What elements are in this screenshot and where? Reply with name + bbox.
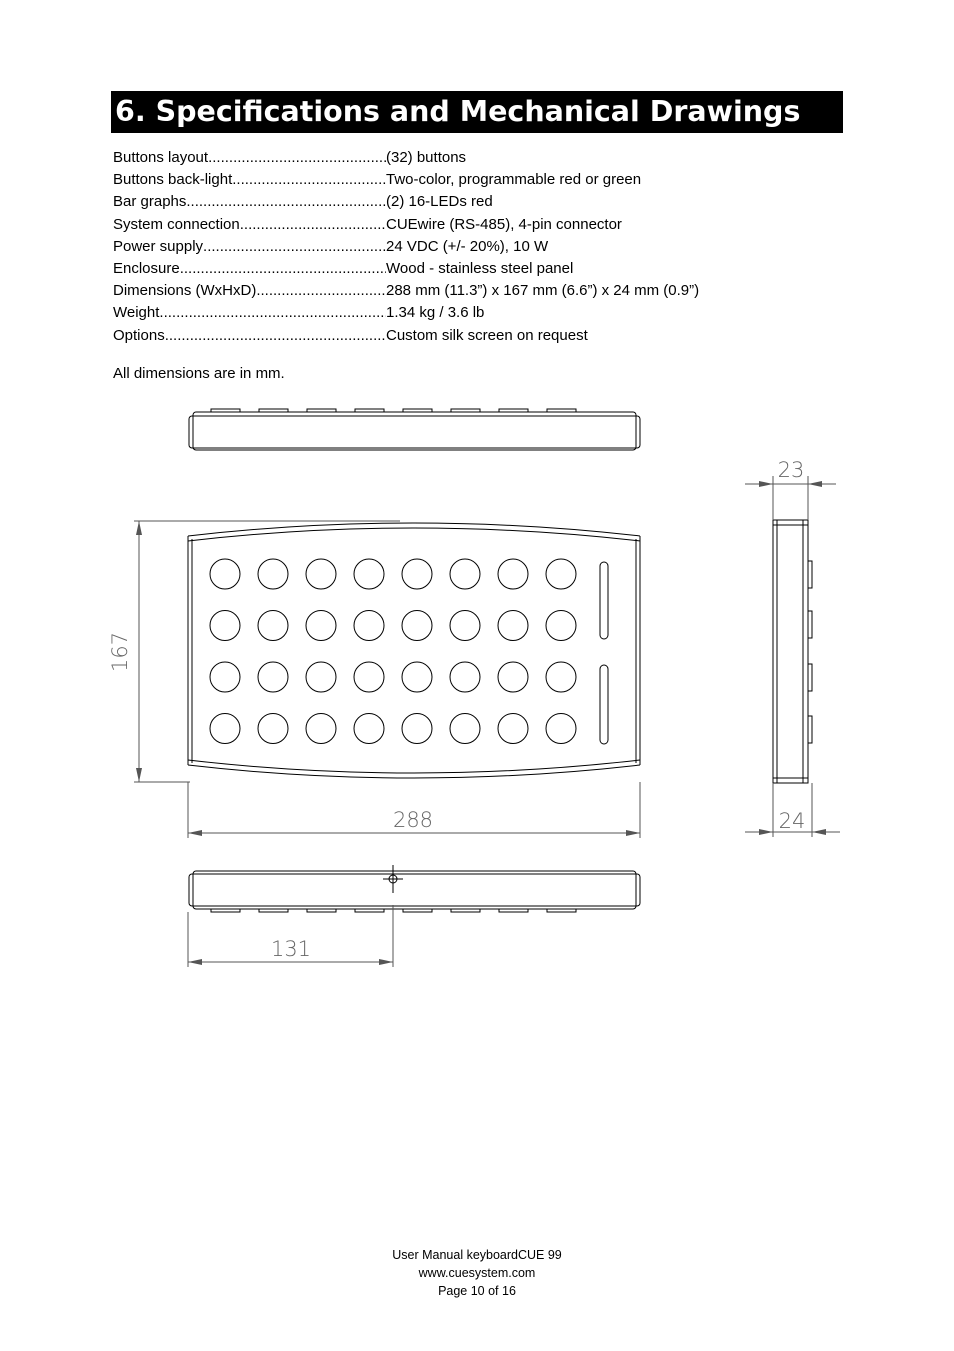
footer-website: www.cuesystem.com [418,1266,536,1280]
footer-manual-title: User Manual keyboardCUE 99 [392,1248,562,1262]
button-circle [258,662,288,692]
front-top-edge-inner [188,528,640,541]
spec-value: (32) buttons [386,149,467,166]
dot-leader [180,258,386,280]
button-circle [354,662,384,692]
spec-label: Bar graphs [113,193,187,211]
button-circle [210,611,240,641]
side-button-cap [808,611,812,638]
button-grid [210,559,576,744]
button-circle [306,662,336,692]
bar-graph-led [600,665,608,744]
button-circle [546,559,576,589]
button-cap [259,909,288,912]
page-title: 6. Specifications and Mechanical Drawings [111,91,843,133]
button-circle [498,559,528,589]
spec-value: Custom silk screen on request [386,326,588,344]
button-circle [354,559,384,589]
bar-graph-led [600,562,608,639]
spec-row [113,147,753,169]
spec-value: 288 mm (11.3”) x 167 mm (6.6”) x 24 mm (0.9”) [386,282,700,300]
button-circle [210,559,240,589]
button-circle [450,662,480,692]
side-button-cap [808,716,812,743]
button-circle [402,611,432,641]
spec-value: CUEwire (RS-485), 4-pin connector [386,215,622,233]
button-circle [210,714,240,744]
dimension-label-side-bottom: 24 [778,809,806,833]
dot-leader [208,147,386,169]
button-circle [258,559,288,589]
button-circle [498,714,528,744]
top-view-edge [193,412,636,450]
button-cap [499,909,528,912]
spec-label: System connection [113,215,240,233]
spec-value: (2) 16-LEDs red [386,193,493,211]
spec-label: Buttons layout [113,149,209,166]
button-circle [546,662,576,692]
dot-leader [186,191,386,213]
spec-label: Power supply [113,237,204,255]
button-circle [546,714,576,744]
button-circle [402,714,432,744]
footer-page-number: Page 10 of 16 [438,1284,516,1298]
dot-leader [159,302,386,324]
dot-leader [232,169,386,191]
button-circle [402,662,432,692]
spec-label: Weight [113,304,160,322]
button-cap [355,909,384,912]
spec-value: Wood - stainless steel panel [386,259,574,277]
button-cap [451,909,480,912]
spec-row [113,236,753,258]
dot-leader [256,280,386,302]
spec-label: Buttons back-light [113,171,233,189]
bottom-view-body [189,874,640,906]
spec-label: Enclosure [113,259,180,277]
front-view [188,523,640,778]
dimension-label-height: 167 [108,631,132,673]
spec-label: Options [113,326,165,344]
bottom-view [189,865,640,912]
button-circle [354,611,384,641]
page-footer [0,1246,954,1300]
dot-leader [203,236,386,258]
button-cap [307,909,336,912]
button-cap [211,909,240,912]
spec-row [113,214,753,236]
button-circle [450,559,480,589]
button-circle [258,611,288,641]
dimension-label-side-top: 23 [777,458,805,482]
spec-row [113,325,753,347]
button-circle [546,611,576,641]
spec-row [113,280,753,302]
dot-leader [165,325,386,347]
spec-row [113,191,753,213]
spec-row [113,258,753,280]
side-view [745,476,840,837]
dimension-label-width: 288 [392,808,434,832]
specifications-list [113,147,753,347]
side-button-cap [808,664,812,691]
top-view [189,409,640,450]
dot-leader [240,214,386,236]
spec-row [113,302,753,324]
button-circle [306,559,336,589]
button-cap [547,909,576,912]
button-cap [403,909,432,912]
side-button-cap [808,561,812,588]
button-circle [450,611,480,641]
spec-value: 24 VDC (+/- 20%), 10 W [386,237,549,255]
button-circle [498,662,528,692]
spec-value: 1.34 kg / 3.6 lb [386,304,485,322]
button-circle [306,611,336,641]
button-circle [450,714,480,744]
bottom-view-edge [193,871,636,909]
dimension-label-offset: 131 [270,937,312,961]
button-circle [306,714,336,744]
dimensions-note: All dimensions are in mm. [113,365,285,382]
button-circle [498,611,528,641]
top-view-body [189,416,640,448]
front-bottom-edge-inner [188,760,640,773]
spec-value: Two-color, programmable red or green [386,171,642,189]
mechanical-drawing [0,395,954,985]
button-circle [210,662,240,692]
spec-label: Dimensions (WxHxD) [113,282,257,300]
button-circle [354,714,384,744]
spec-row [113,169,753,191]
button-circle [402,559,432,589]
button-circle [258,714,288,744]
